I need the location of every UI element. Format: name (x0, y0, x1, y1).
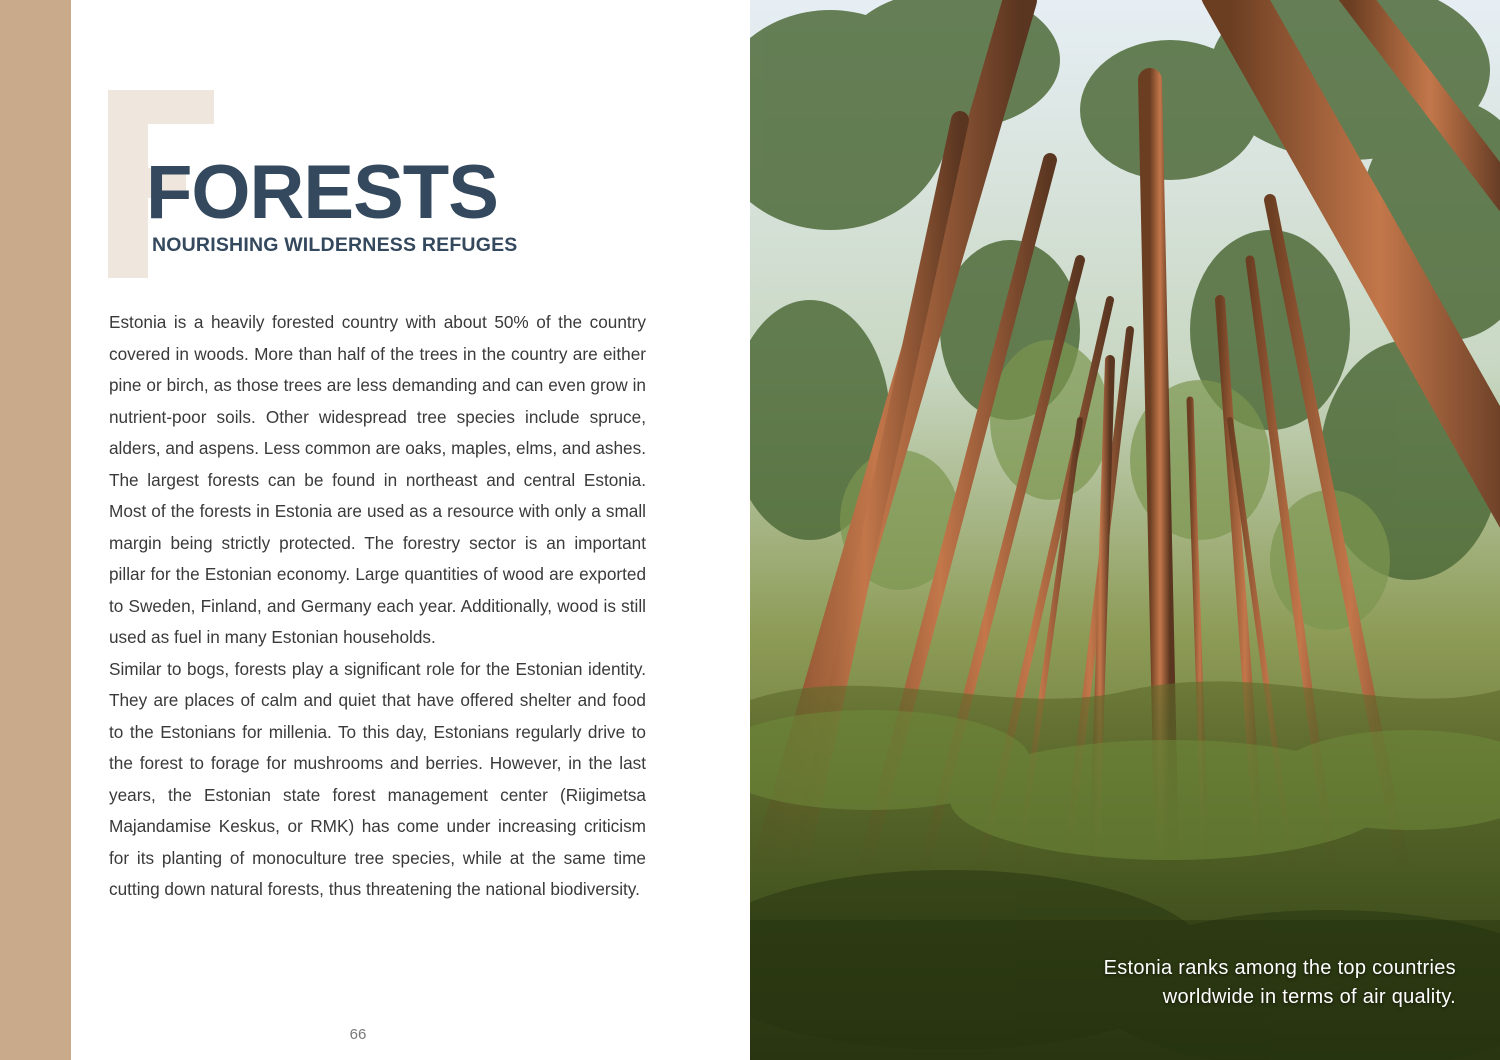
paragraph: Similar to bogs, forests play a significant role for the Estonian identity. They are places of calm and quiet that have offered shelter and food to the Estonians for millenia. To this day, Estonians regularly drive to the forest to forage for mushrooms and berries. However, in the last years, the Estonian state forest management center (Riigimetsa Majandamise Keskus, or RMK) has come under increasing criticism for its planting of monoculture tree species, while at the same time cutting down natural forests, thus threatening the national biodiversity. (109, 658, 646, 899)
page-spine (0, 0, 71, 1060)
page-subtitle: NOURISHING WILDERNESS REFUGES (152, 234, 518, 256)
photo-caption (896, 954, 1456, 1012)
body-text (109, 307, 646, 906)
paragraph: Estonia is a heavily forested country with about 50% of the country covered in woods. More than half of the trees in the country are either pine or birch, as those trees are less demanding and can even grow in nutrient-poor soils. Other widespread tree species include spruce, alders, and aspens. Less common are oaks, maples, elms, and ashes. The largest forests can be found in northeast and central Estonia. Most of the forests in Estonia are used as a resource with only a small margin being strictly protected. The forestry sector is an important pillar for the Estonian economy. Large quantities of wood are exported to Sweden, Finland, and Germany each year. Additionally, wood is still used as fuel in many Estonian households. (109, 312, 646, 647)
forest-illustration (750, 0, 1500, 1060)
page-title: FORESTS (146, 150, 498, 235)
caption-line: worldwide in terms of air quality. (1162, 986, 1456, 1008)
forest-photo (750, 0, 1500, 1060)
page-number: 66 (349, 1026, 367, 1043)
caption-line: Estonia ranks among the top countries (1103, 957, 1456, 979)
